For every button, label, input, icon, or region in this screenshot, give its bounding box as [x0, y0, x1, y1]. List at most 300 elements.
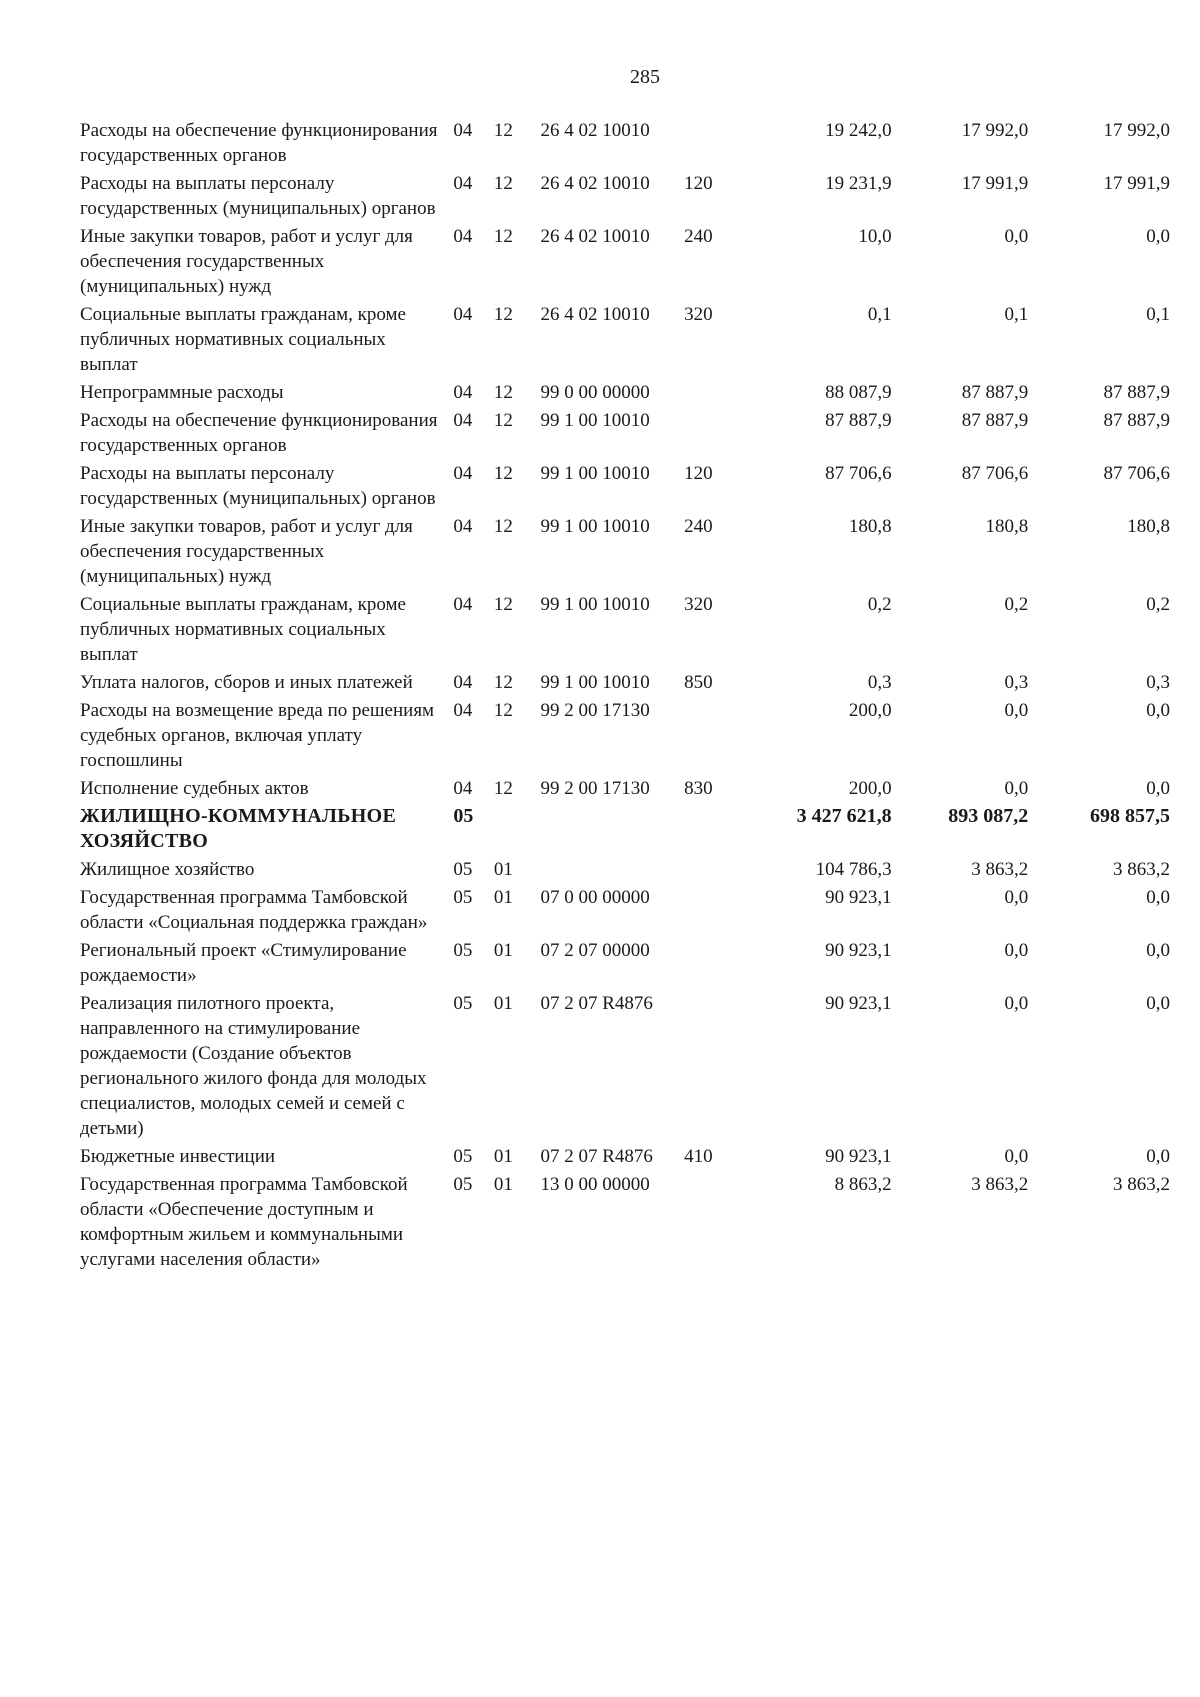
row-subsection-code-text: 01	[493, 887, 513, 908]
row-amount-year3-text: 0,0	[1146, 993, 1170, 1014]
row-amount-year2-text: 87 887,9	[961, 382, 1029, 403]
row-amount-year2	[892, 670, 1029, 698]
row-subsection-code-text: 01	[493, 1146, 513, 1167]
row-amount-year1-text: 19 242,0	[825, 120, 892, 141]
row-expense-type	[684, 461, 740, 514]
row-amount-year3	[1028, 514, 1170, 592]
row-subsection-code-text: 12	[493, 594, 513, 615]
row-subsection-code-text: 12	[493, 778, 513, 799]
row-target-code	[540, 804, 684, 857]
row-amount-year3	[1028, 698, 1170, 776]
table-row	[80, 1172, 1170, 1275]
row-amount-year1	[740, 885, 892, 938]
row-amount-year2	[892, 1144, 1029, 1172]
table-row	[80, 118, 1170, 171]
row-subsection-code-text: 12	[493, 672, 513, 693]
row-target-code	[540, 1144, 684, 1172]
row-target-code-text: 99 1 00 10010	[540, 463, 650, 484]
row-amount-year2-text: 893 087,2	[948, 805, 1029, 827]
row-expense-type	[684, 804, 740, 857]
row-name	[80, 1172, 449, 1275]
row-section-code	[449, 380, 494, 408]
row-amount-year2	[892, 592, 1029, 670]
row-amount-year1	[740, 592, 892, 670]
row-amount-year2	[892, 938, 1029, 991]
row-section-code-text: 04	[453, 594, 473, 615]
row-name	[80, 118, 449, 171]
row-name	[80, 938, 449, 991]
row-expense-type-text: 850	[684, 672, 713, 693]
row-amount-year3	[1028, 938, 1170, 991]
row-amount-year2-text: 0,0	[1004, 940, 1029, 961]
row-section-code-text: 05	[453, 859, 473, 880]
row-name	[80, 408, 449, 461]
row-name-text: Региональный проект «Стимулирование рождаемости»	[80, 940, 407, 986]
row-target-code	[540, 224, 684, 302]
row-amount-year1-text: 180,8	[848, 516, 892, 537]
row-amount-year1-text: 104 786,3	[815, 859, 892, 880]
row-amount-year3-text: 0,0	[1146, 226, 1170, 247]
row-name	[80, 1144, 449, 1172]
row-name	[80, 776, 449, 804]
table-row	[80, 670, 1170, 698]
row-subsection-code	[494, 1172, 541, 1275]
row-subsection-code-text: 12	[493, 382, 513, 403]
row-expense-type-text: 240	[684, 226, 713, 247]
row-subsection-code-text: 12	[493, 700, 513, 721]
row-amount-year1-text: 0,3	[867, 672, 892, 693]
row-name	[80, 670, 449, 698]
row-amount-year1-text: 90 923,1	[825, 1146, 892, 1167]
row-amount-year2-text: 3 863,2	[971, 1174, 1029, 1195]
row-subsection-code-text: 12	[493, 173, 513, 194]
row-amount-year2-text: 17 992,0	[961, 120, 1029, 141]
row-amount-year2	[892, 461, 1029, 514]
row-amount-year3-text: 87 706,6	[1103, 463, 1170, 484]
row-section-code-text: 05	[453, 1146, 473, 1167]
row-expense-type	[684, 776, 740, 804]
row-name-text: Расходы на выплаты персоналу государственных (муниципальных) органов	[80, 463, 436, 509]
row-amount-year1	[740, 698, 892, 776]
row-subsection-code	[494, 698, 541, 776]
row-amount-year2-text: 0,0	[1004, 1146, 1029, 1167]
row-target-code-text: 26 4 02 10010	[540, 120, 650, 141]
row-name	[80, 991, 449, 1144]
row-subsection-code-text: 01	[493, 1174, 513, 1195]
row-section-code	[449, 461, 494, 514]
row-section-code	[449, 1172, 494, 1275]
row-amount-year2-text: 180,8	[985, 516, 1029, 537]
row-amount-year3-text: 87 887,9	[1103, 382, 1170, 403]
row-section-code	[449, 670, 494, 698]
row-amount-year3	[1028, 592, 1170, 670]
row-amount-year3	[1028, 302, 1170, 380]
table-row	[80, 461, 1170, 514]
row-amount-year2-text: 0,3	[1004, 672, 1029, 693]
row-subsection-code	[494, 380, 541, 408]
table-row	[80, 224, 1170, 302]
row-target-code-text: 26 4 02 10010	[540, 304, 650, 325]
row-target-code-text: 26 4 02 10010	[540, 226, 650, 247]
row-amount-year1-text: 87 887,9	[825, 410, 892, 431]
row-target-code-text: 99 0 00 00000	[540, 382, 650, 403]
row-amount-year1-text: 87 706,6	[825, 463, 892, 484]
row-amount-year1-text: 10,0	[858, 226, 892, 247]
row-name-text: Расходы на выплаты персоналу государственных (муниципальных) органов	[80, 173, 436, 219]
row-section-code	[449, 776, 494, 804]
row-name-text: Жилищное хозяйство	[80, 859, 255, 880]
row-amount-year2-text: 17 991,9	[961, 173, 1029, 194]
row-name	[80, 461, 449, 514]
row-subsection-code	[494, 514, 541, 592]
row-subsection-code-text: 01	[493, 859, 513, 880]
row-amount-year2	[892, 698, 1029, 776]
row-amount-year1	[740, 380, 892, 408]
row-amount-year3-text: 17 992,0	[1103, 120, 1170, 141]
row-expense-type	[684, 592, 740, 670]
row-subsection-code	[494, 224, 541, 302]
row-section-code-text: 04	[453, 672, 473, 693]
row-section-code	[449, 592, 494, 670]
row-amount-year2	[892, 224, 1029, 302]
row-amount-year2	[892, 776, 1029, 804]
row-amount-year3	[1028, 461, 1170, 514]
row-amount-year2	[892, 857, 1029, 885]
row-amount-year3-text: 0,0	[1146, 887, 1170, 908]
row-name-text: Бюджетные инвестиции	[80, 1146, 276, 1167]
row-amount-year2-text: 87 887,9	[961, 410, 1029, 431]
section-row	[80, 804, 1170, 857]
row-name	[80, 514, 449, 592]
row-amount-year2-text: 0,0	[1004, 778, 1029, 799]
row-amount-year1-text: 90 923,1	[825, 887, 892, 908]
row-target-code	[540, 885, 684, 938]
row-name-text: Расходы на обеспечение функционирования государственных органов	[80, 410, 438, 456]
row-amount-year3-text: 0,0	[1146, 1146, 1170, 1167]
table-row	[80, 592, 1170, 670]
row-name	[80, 804, 449, 857]
row-amount-year2-text: 87 706,6	[961, 463, 1029, 484]
row-expense-type	[684, 224, 740, 302]
row-amount-year1-text: 90 923,1	[825, 993, 892, 1014]
row-target-code-text: 13 0 00 00000	[540, 1174, 650, 1195]
row-subsection-code	[494, 804, 541, 857]
row-name-text: Социальные выплаты гражданам, кроме публичных нормативных социальных выплат	[80, 594, 406, 665]
row-target-code-text: 99 2 00 17130	[540, 700, 650, 721]
row-subsection-code	[494, 1144, 541, 1172]
row-amount-year3-text: 0,0	[1146, 700, 1170, 721]
row-name-text: Непрограммные расходы	[80, 382, 284, 403]
row-section-code-text: 04	[453, 304, 473, 325]
row-name-text: Иные закупки товаров, работ и услуг для обеспечения государственных (муниципальных) нужд	[80, 226, 413, 297]
row-amount-year1	[740, 302, 892, 380]
row-section-code-text: 05	[453, 805, 474, 827]
row-target-code	[540, 514, 684, 592]
budget-table	[80, 118, 1170, 1275]
row-section-code-text: 04	[453, 382, 473, 403]
table-row	[80, 171, 1170, 224]
row-amount-year3-text: 87 887,9	[1103, 410, 1170, 431]
row-target-code	[540, 857, 684, 885]
row-subsection-code	[494, 776, 541, 804]
row-name-text: Расходы на обеспечение функционирования государственных органов	[80, 120, 438, 166]
row-amount-year3	[1028, 118, 1170, 171]
row-name-text: Иные закупки товаров, работ и услуг для обеспечения государственных (муниципальных) нужд	[80, 516, 413, 587]
table-row	[80, 302, 1170, 380]
row-name	[80, 885, 449, 938]
row-name	[80, 224, 449, 302]
row-amount-year3-text: 17 991,9	[1103, 173, 1170, 194]
row-amount-year2	[892, 514, 1029, 592]
row-target-code	[540, 1172, 684, 1275]
row-expense-type	[684, 1172, 740, 1275]
row-amount-year2-text: 0,2	[1004, 594, 1029, 615]
row-expense-type-text: 320	[684, 594, 713, 615]
row-subsection-code	[494, 461, 541, 514]
row-subsection-code-text: 01	[493, 993, 513, 1014]
table-row	[80, 408, 1170, 461]
row-expense-type	[684, 698, 740, 776]
row-amount-year1-text: 0,2	[867, 594, 892, 615]
row-amount-year2-text: 3 863,2	[971, 859, 1029, 880]
row-amount-year2-text: 0,1	[1004, 304, 1029, 325]
row-target-code	[540, 991, 684, 1144]
row-amount-year3-text: 0,1	[1146, 304, 1170, 325]
row-expense-type-text: 830	[684, 778, 713, 799]
row-name-text: Государственная программа Тамбовской области «Обеспечение доступным и комфортным жильем и коммунальными услугами населения области»	[80, 1174, 408, 1270]
row-amount-year1	[740, 224, 892, 302]
table-row	[80, 698, 1170, 776]
row-section-code	[449, 224, 494, 302]
row-subsection-code	[494, 991, 541, 1144]
row-amount-year3-text: 180,8	[1127, 516, 1170, 537]
row-expense-type-text: 120	[684, 173, 713, 194]
row-name-text: Социальные выплаты гражданам, кроме публичных нормативных социальных выплат	[80, 304, 406, 375]
row-name	[80, 380, 449, 408]
row-amount-year1-text: 0,1	[867, 304, 892, 325]
row-subsection-code-text: 12	[493, 410, 513, 431]
table-row	[80, 1144, 1170, 1172]
row-expense-type	[684, 1144, 740, 1172]
row-name-text: Расходы на возмещение вреда по решениям судебных органов, включая уплату госпошлины	[80, 700, 435, 771]
row-section-code-text: 04	[453, 410, 473, 431]
row-expense-type	[684, 670, 740, 698]
row-expense-type	[684, 514, 740, 592]
row-amount-year1	[740, 670, 892, 698]
table-row	[80, 514, 1170, 592]
row-name	[80, 171, 449, 224]
row-name	[80, 302, 449, 380]
row-section-code	[449, 804, 494, 857]
row-amount-year2	[892, 171, 1029, 224]
row-amount-year3	[1028, 1172, 1170, 1275]
row-target-code	[540, 408, 684, 461]
row-subsection-code	[494, 857, 541, 885]
row-name-text: Уплата налогов, сборов и иных платежей	[80, 672, 413, 693]
row-amount-year3-text: 0,2	[1146, 594, 1170, 615]
row-amount-year3-text: 0,0	[1146, 778, 1170, 799]
row-amount-year3-text: 3 863,2	[1113, 1174, 1170, 1195]
row-amount-year3	[1028, 991, 1170, 1144]
row-target-code	[540, 698, 684, 776]
row-amount-year1	[740, 514, 892, 592]
row-section-code	[449, 408, 494, 461]
row-target-code-text: 99 1 00 10010	[540, 672, 650, 693]
row-section-code	[449, 171, 494, 224]
table-row	[80, 380, 1170, 408]
row-amount-year3-text: 3 863,2	[1113, 859, 1170, 880]
row-expense-type	[684, 938, 740, 991]
row-target-code	[540, 302, 684, 380]
row-amount-year1-text: 19 231,9	[825, 173, 892, 194]
row-name	[80, 592, 449, 670]
row-expense-type-text: 120	[684, 463, 713, 484]
table-row	[80, 885, 1170, 938]
row-expense-type-text: 410	[684, 1146, 713, 1167]
row-amount-year1	[740, 461, 892, 514]
row-expense-type	[684, 991, 740, 1144]
row-section-code-text: 04	[453, 516, 473, 537]
row-amount-year1	[740, 408, 892, 461]
row-amount-year3	[1028, 857, 1170, 885]
row-subsection-code	[494, 885, 541, 938]
row-subsection-code-text: 12	[493, 120, 513, 141]
row-subsection-code-text: 12	[493, 304, 513, 325]
row-amount-year1	[740, 171, 892, 224]
row-amount-year1	[740, 1172, 892, 1275]
row-amount-year1	[740, 1144, 892, 1172]
row-amount-year1-text: 8 863,2	[834, 1174, 892, 1195]
row-name	[80, 698, 449, 776]
row-amount-year1-text: 3 427 621,8	[796, 805, 892, 827]
row-section-code-text: 05	[453, 887, 473, 908]
row-target-code	[540, 118, 684, 171]
row-amount-year1	[740, 857, 892, 885]
row-amount-year1-text: 200,0	[848, 778, 892, 799]
row-amount-year1-text: 200,0	[848, 700, 892, 721]
row-section-code-text: 05	[453, 1174, 473, 1195]
row-amount-year3	[1028, 408, 1170, 461]
row-amount-year1	[740, 776, 892, 804]
row-name-text: ЖИЛИЩНО-КОММУНАЛЬНОЕ ХОЗЯЙСТВО	[80, 805, 397, 852]
table-row	[80, 857, 1170, 885]
row-expense-type	[684, 885, 740, 938]
row-amount-year2	[892, 408, 1029, 461]
row-amount-year3	[1028, 224, 1170, 302]
row-amount-year2	[892, 380, 1029, 408]
row-target-code-text: 99 1 00 10010	[540, 516, 650, 537]
row-subsection-code	[494, 592, 541, 670]
row-amount-year3-text: 0,0	[1146, 940, 1170, 961]
row-name	[80, 857, 449, 885]
row-name-text: Исполнение судебных актов	[80, 778, 309, 799]
row-target-code-text: 99 2 00 17130	[540, 778, 650, 799]
row-expense-type-text: 240	[684, 516, 713, 537]
row-subsection-code	[494, 408, 541, 461]
row-target-code	[540, 461, 684, 514]
row-subsection-code-text: 01	[493, 940, 513, 961]
row-amount-year2	[892, 991, 1029, 1144]
row-section-code-text: 04	[453, 226, 473, 247]
row-section-code-text: 04	[453, 463, 473, 484]
row-amount-year1-text: 90 923,1	[825, 940, 892, 961]
row-amount-year3	[1028, 171, 1170, 224]
row-amount-year3	[1028, 1144, 1170, 1172]
row-section-code	[449, 514, 494, 592]
row-amount-year3	[1028, 670, 1170, 698]
row-subsection-code	[494, 171, 541, 224]
row-amount-year2	[892, 302, 1029, 380]
row-expense-type	[684, 408, 740, 461]
row-section-code	[449, 118, 494, 171]
row-amount-year1	[740, 991, 892, 1144]
table-row	[80, 991, 1170, 1144]
row-amount-year2	[892, 885, 1029, 938]
table-row	[80, 938, 1170, 991]
row-name-text: Государственная программа Тамбовской области «Социальная поддержка граждан»	[80, 887, 428, 933]
row-section-code	[449, 885, 494, 938]
row-subsection-code	[494, 670, 541, 698]
row-section-code	[449, 698, 494, 776]
row-expense-type	[684, 302, 740, 380]
row-target-code-text: 07 2 07 R4876	[540, 993, 653, 1014]
row-amount-year1	[740, 118, 892, 171]
row-target-code	[540, 171, 684, 224]
row-subsection-code	[494, 302, 541, 380]
row-amount-year2-text: 0,0	[1004, 700, 1029, 721]
row-target-code-text: 99 1 00 10010	[540, 594, 650, 615]
row-section-code-text: 04	[453, 778, 473, 799]
row-target-code	[540, 592, 684, 670]
row-amount-year3	[1028, 885, 1170, 938]
row-amount-year1	[740, 938, 892, 991]
row-target-code-text: 07 2 07 R4876	[540, 1146, 653, 1167]
table-body	[80, 118, 1170, 1275]
row-amount-year1	[740, 804, 892, 857]
row-section-code-text: 04	[453, 700, 473, 721]
row-section-code-text: 04	[453, 173, 473, 194]
row-amount-year3	[1028, 776, 1170, 804]
row-section-code	[449, 302, 494, 380]
row-section-code-text: 04	[453, 120, 473, 141]
row-expense-type	[684, 118, 740, 171]
row-amount-year3	[1028, 804, 1170, 857]
row-amount-year2	[892, 1172, 1029, 1275]
row-section-code	[449, 938, 494, 991]
row-subsection-code-text: 12	[493, 463, 513, 484]
row-target-code	[540, 938, 684, 991]
row-subsection-code-text: 12	[493, 516, 513, 537]
row-section-code-text: 05	[453, 940, 473, 961]
row-target-code	[540, 380, 684, 408]
row-amount-year3	[1028, 380, 1170, 408]
row-amount-year3-text: 0,3	[1146, 672, 1170, 693]
row-section-code	[449, 857, 494, 885]
row-subsection-code-text: 12	[493, 226, 513, 247]
row-section-code	[449, 991, 494, 1144]
row-subsection-code	[494, 118, 541, 171]
row-target-code-text: 07 0 00 00000	[540, 887, 650, 908]
row-name-text: Реализация пилотного проекта, направленного на стимулирование рождаемости (Создание объектов регионального жилого фонда для молодых специалистов, молодых семей и семей с детьми)	[80, 993, 427, 1139]
row-amount-year3-text: 698 857,5	[1090, 805, 1170, 827]
row-expense-type	[684, 171, 740, 224]
row-amount-year2-text: 0,0	[1004, 887, 1029, 908]
row-amount-year2-text: 0,0	[1004, 993, 1029, 1014]
page-number: 285	[630, 66, 660, 88]
row-section-code-text: 05	[453, 993, 473, 1014]
row-target-code-text: 99 1 00 10010	[540, 410, 650, 431]
row-expense-type-text: 320	[684, 304, 713, 325]
